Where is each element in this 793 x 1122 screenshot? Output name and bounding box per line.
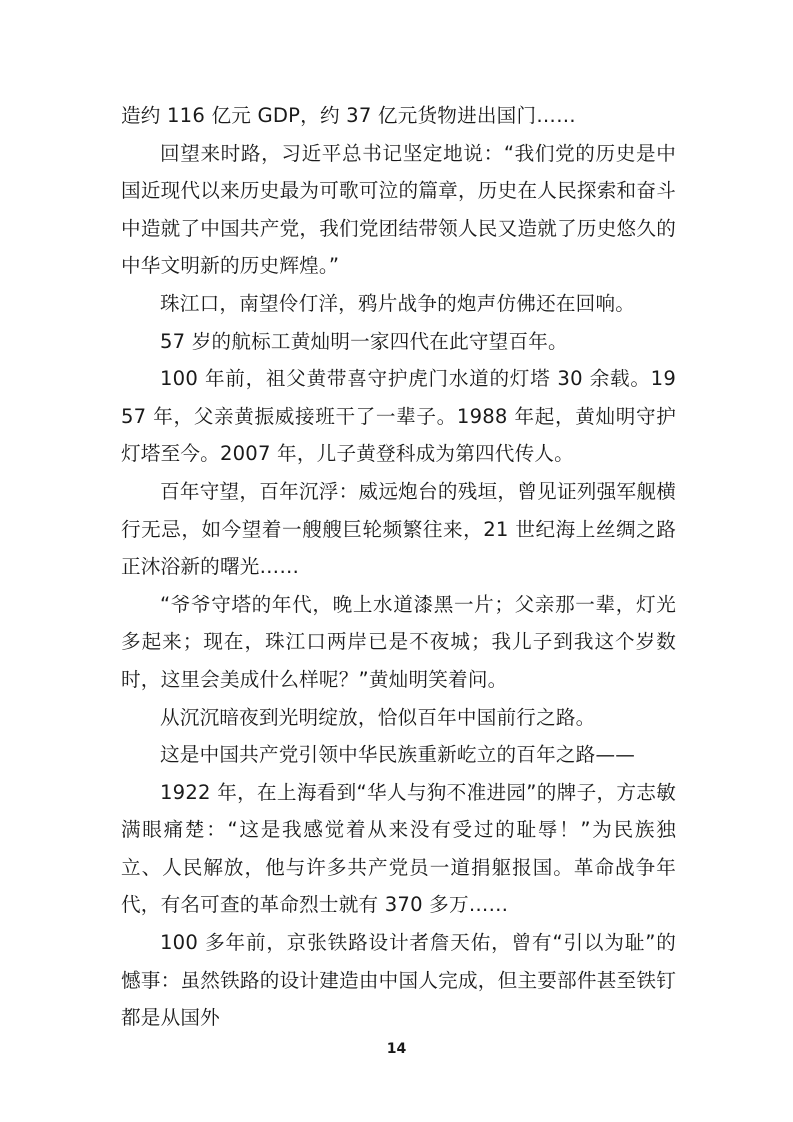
paragraph-1: 造约 116 亿元 GDP，约 37 亿元货物进出国门…… — [121, 104, 576, 127]
paragraph-8: 从沉沉暗夜到光明绽放，恰似百年中国前行之路。 — [160, 705, 596, 729]
body-text — [121, 97, 676, 1037]
paragraph-9: 这是中国共产党引领中华民族重新屹立的百年之路—— — [160, 743, 636, 767]
paragraph-5: 100 年前，祖父黄带喜守护虎门水道的灯塔 30 余载。1957 年，父亲黄振威接班干了一辈子。1988 年起，黄灿明守护灯塔至今。2007 年，儿子黄登科成为第四代传人。 — [121, 367, 676, 466]
paragraph-3: 珠江口，南望伶仃洋，鸦片战争的炮声仿佛还在回响。 — [160, 291, 636, 315]
paragraph-4: 57 岁的航标工黄灿明一家四代在此守望百年。 — [160, 329, 568, 353]
paragraph-11: 100 多年前，京张铁路设计者詹天佑，曾有“引以为耻”的憾事：虽然铁路的设计建造由中国人完成，但主要部件甚至铁钉都是从国外 — [121, 931, 676, 1030]
page-number: 14 — [386, 1041, 407, 1057]
paragraph-7: “爷爷守塔的年代，晚上水道漆黑一片；父亲那一辈，灯光多起来；现在，珠江口两岸已是不夜城；我儿子到我这个岁数时，这里会美成什么样呢？”黄灿明笑着问。 — [121, 592, 676, 691]
paragraph-2: 回望来时路，习近平总书记坚定地说：“我们党的历史是中国近现代以来历史最为可歌可泣的篇章，历史在人民探索和奋斗中造就了中国共产党，我们党团结带领人民又造就了历史悠久的中华文明新的历史辉煌。” — [121, 141, 676, 278]
paragraph-10: 1922 年，在上海看到“华人与狗不准进园”的牌子，方志敏满眼痛楚：“这是我感觉着从来没有受过的耻辱！”为民族独立、人民解放，他与许多共产党员一道捐躯报国。革命战争年代，有名可查的革命烈士就有 370 多万…… — [121, 780, 676, 917]
paragraph-6: 百年守望，百年沉浮：威远炮台的残垣，曾见证列强军舰横行无忌，如今望着一艘艘巨轮频繁往来，21 世纪海上丝绸之路正沐浴新的曙光…… — [121, 479, 676, 579]
